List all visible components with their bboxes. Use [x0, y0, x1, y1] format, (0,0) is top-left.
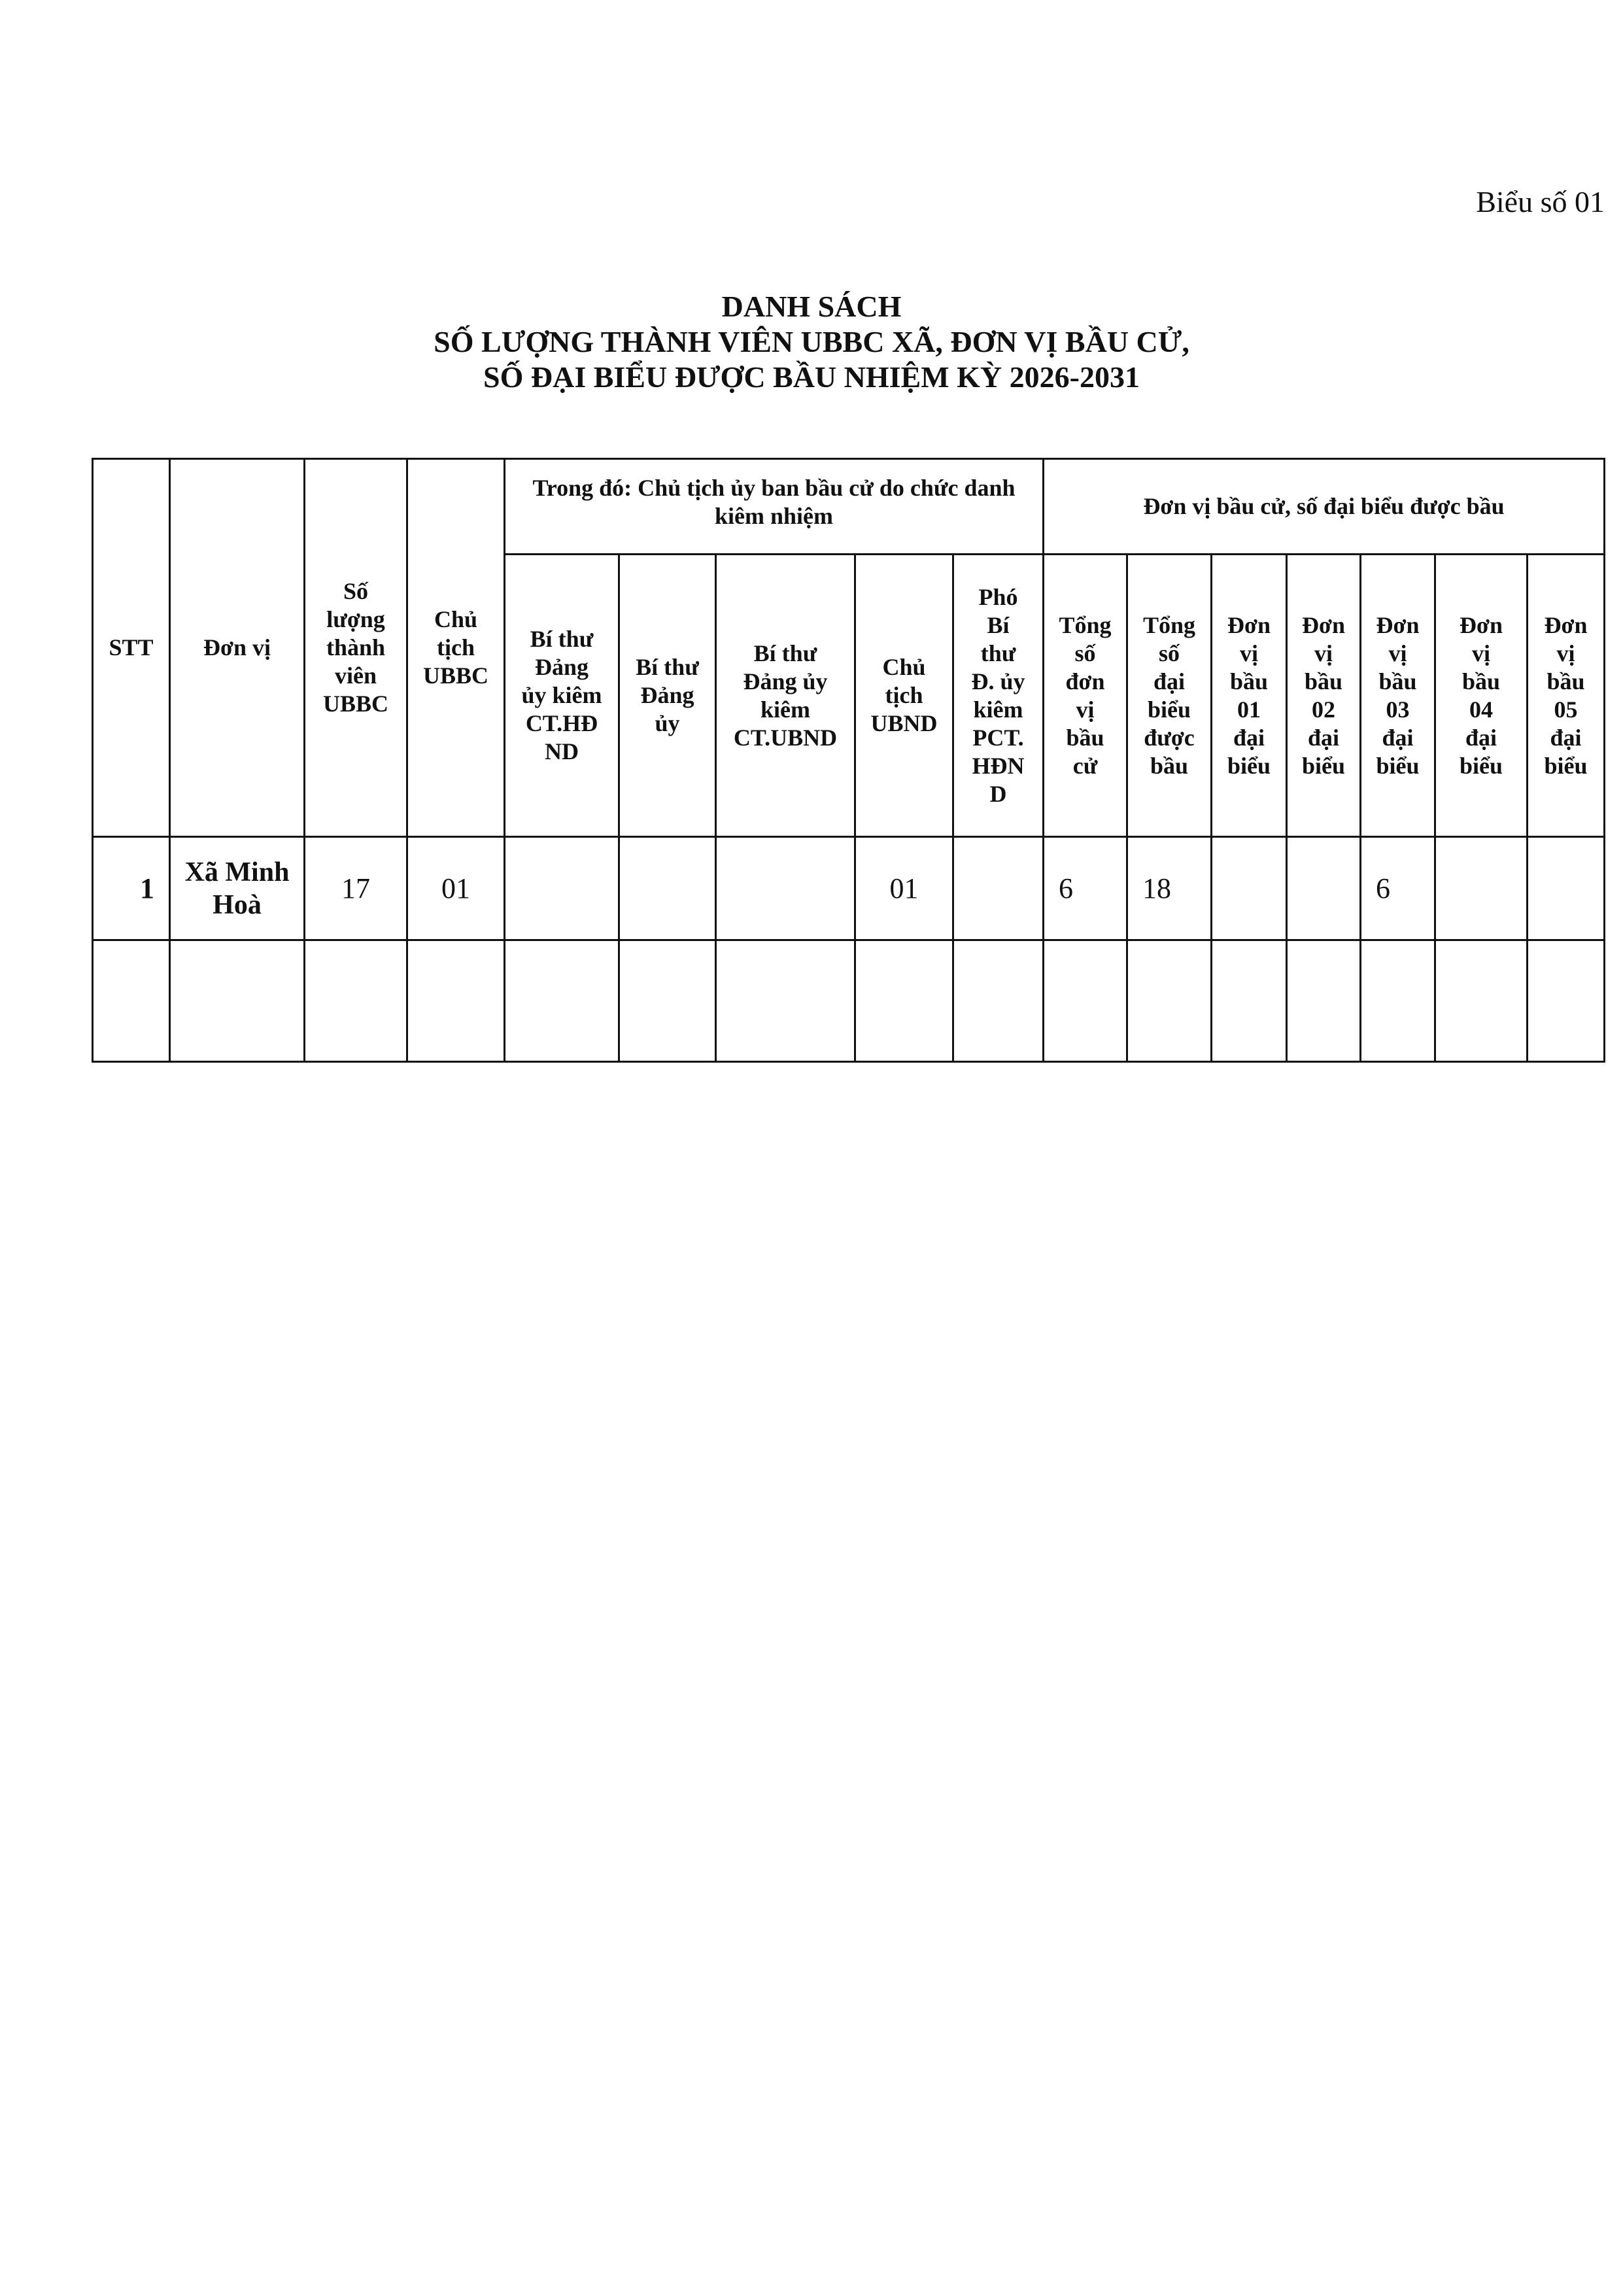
header-tong-so-don-vi: Tổng số đơn vị bầu cử [1044, 555, 1127, 837]
cell-bi-thu-kiem-ubnd [716, 837, 855, 940]
header-tong-so-dai-bieu: Tổng số đại biểu được bầu [1127, 555, 1212, 837]
header-bi-thu-kiem-ubnd: Bí thư Đảng ủy kiêm CT.UBND [716, 555, 855, 837]
cell-bi-thu-kiem-hdnd [505, 837, 619, 940]
election-units-table [92, 458, 1605, 1063]
header-dv02: Đơn vị bầu 02 đại biểu [1287, 555, 1361, 837]
empty-cell [855, 940, 953, 1062]
header-don-vi: Đơn vị [170, 459, 305, 837]
cell-dv04 [1435, 837, 1528, 940]
header-dv04: Đơn vị bầu 04 đại biểu [1435, 555, 1528, 837]
cell-so-luong: 17 [305, 837, 407, 940]
table-row-empty [93, 940, 1605, 1062]
cell-tong-so-don-vi: 6 [1044, 837, 1127, 940]
empty-cell [1212, 940, 1287, 1062]
title-line-1: DANH SÁCH [721, 290, 902, 323]
header-group-kiem-nhiem: Trong đó: Chủ tịch ủy ban bầu cử do chức danh kiêm nhiệm [505, 459, 1044, 555]
empty-cell [1127, 940, 1212, 1062]
header-dv03: Đơn vị bầu 03 đại biểu [1361, 555, 1435, 837]
empty-cell [407, 940, 505, 1062]
empty-cell [619, 940, 716, 1062]
cell-bi-thu [619, 837, 716, 940]
header-row-1 [93, 459, 1605, 555]
empty-cell [1287, 940, 1361, 1062]
header-group-don-vi-bau-cu: Đơn vị bầu cử, số đại biểu được bầu [1044, 459, 1605, 555]
empty-cell [1435, 940, 1528, 1062]
cell-dv03: 6 [1361, 837, 1435, 940]
cell-chu-tich-ubnd: 01 [855, 837, 953, 940]
cell-tong-so-dai-bieu: 18 [1127, 837, 1212, 940]
header-bi-thu-kiem-hdnd: Bí thư Đảng ủy kiêm CT.HĐ ND [505, 555, 619, 837]
form-number: Biểu số 01 [1476, 185, 1605, 218]
empty-cell [305, 940, 407, 1062]
header-bi-thu: Bí thư Đảng ủy [619, 555, 716, 837]
header-chu-tich-ubbc: Chủ tịch UBBC [407, 459, 505, 837]
table-row [93, 837, 1605, 940]
header-chu-tich-ubnd: Chủ tịch UBND [855, 555, 953, 837]
title-line-3: SỐ ĐẠI BIỂU ĐƯỢC BẦU NHIỆM KỲ 2026-2031 [483, 360, 1140, 394]
empty-cell [1361, 940, 1435, 1062]
empty-cell [170, 940, 305, 1062]
empty-cell [93, 940, 170, 1062]
header-so-luong: Số lượng thành viên UBBC [305, 459, 407, 837]
header-dv05: Đơn vị bầu 05 đại biểu [1528, 555, 1605, 837]
header-dv01: Đơn vị bầu 01 đại biểu [1212, 555, 1287, 837]
cell-don-vi: Xã Minh Hoà [170, 837, 305, 940]
empty-cell [716, 940, 855, 1062]
cell-stt: 1 [93, 837, 170, 940]
header-pho-bi-thu: Phó Bí thư Đ. ủy kiêm PCT. HĐN D [953, 555, 1044, 837]
cell-chu-tich-ubbc: 01 [407, 837, 505, 940]
empty-cell [953, 940, 1044, 1062]
header-stt: STT [93, 459, 170, 837]
cell-dv05 [1528, 837, 1605, 940]
cell-pho-bi-thu [953, 837, 1044, 940]
empty-cell [1528, 940, 1605, 1062]
cell-dv02 [1287, 837, 1361, 940]
empty-cell [1044, 940, 1127, 1062]
empty-cell [505, 940, 619, 1062]
cell-dv01 [1212, 837, 1287, 940]
document-title [0, 289, 1623, 395]
title-line-2: SỐ LƯỢNG THÀNH VIÊN UBBC XÃ, ĐƠN VỊ BẦU CỬ, [434, 325, 1189, 358]
